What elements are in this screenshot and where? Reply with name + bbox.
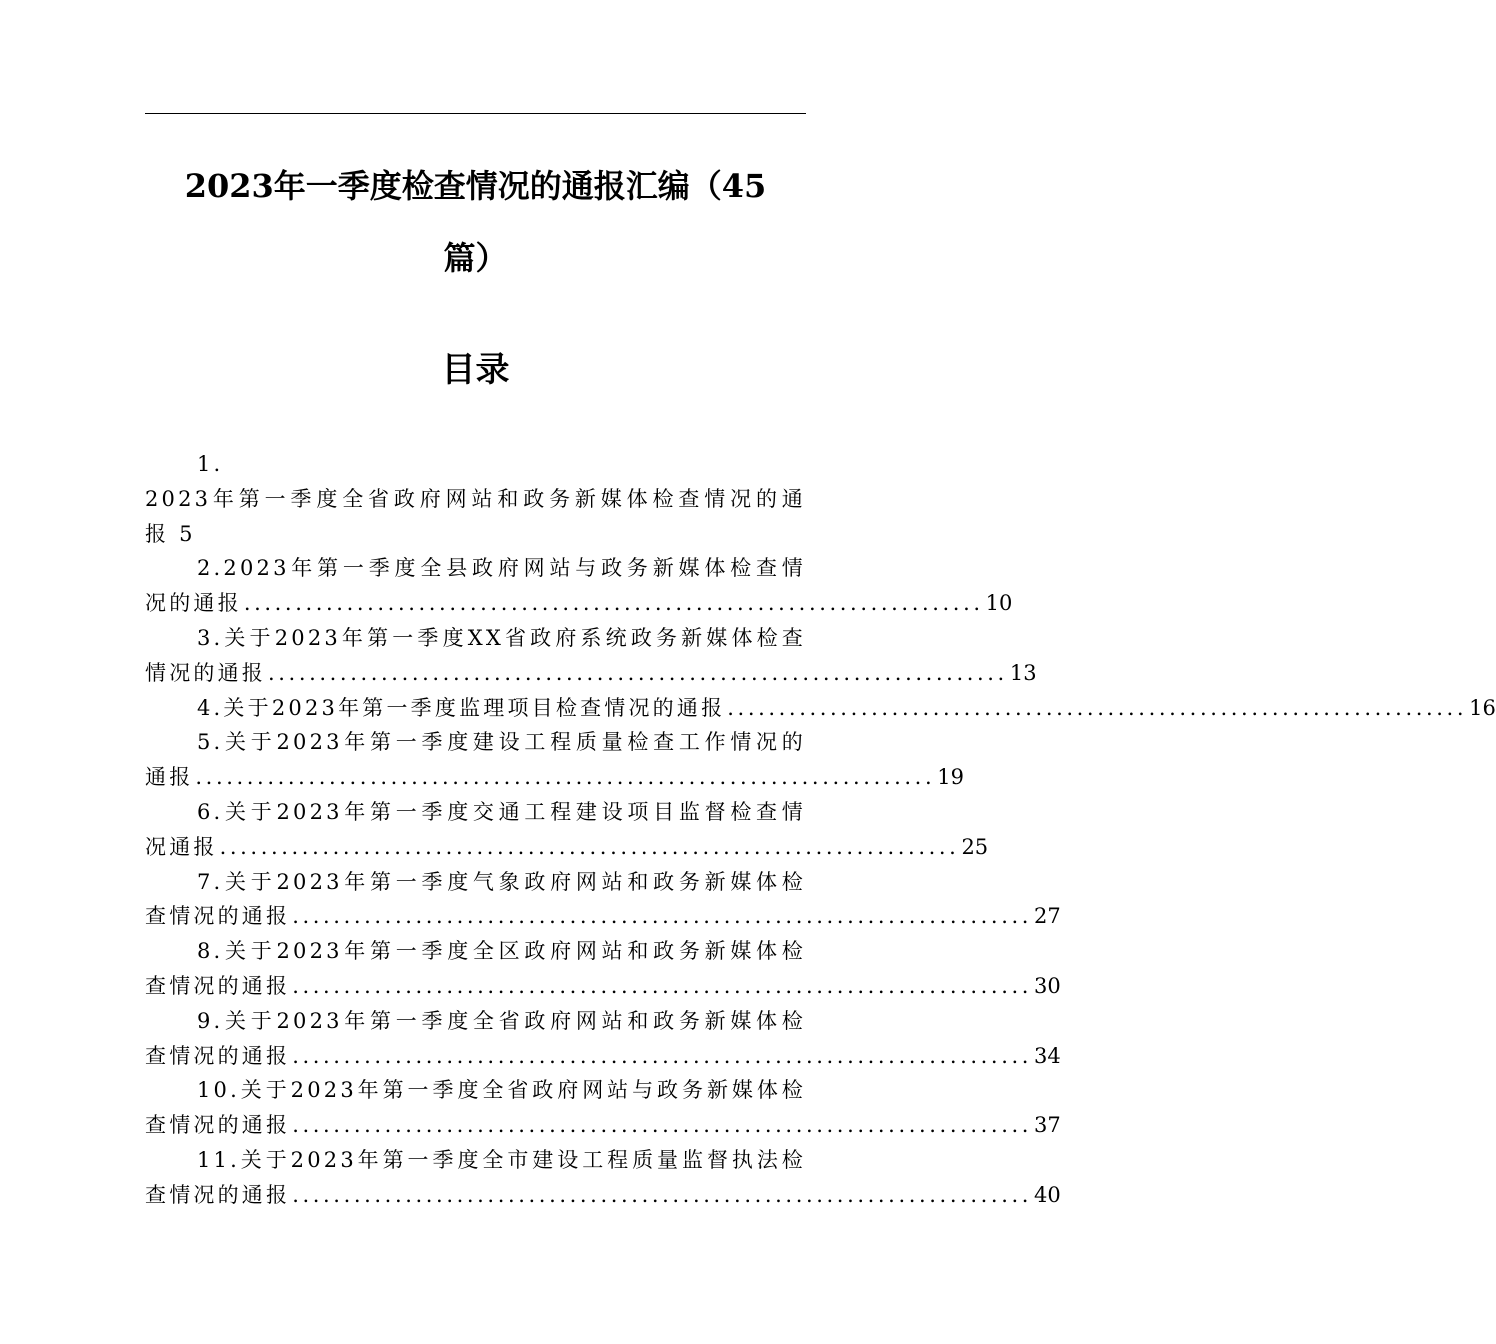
toc-entry-title: 3.关于2023年第一季度XX省政府系统政务新媒体检查 [197, 625, 806, 650]
toc-page-number: 27 [1034, 904, 1061, 929]
toc-entry-title: 8.关于2023年第一季度全区政府网站和政务新媒体检 [197, 939, 806, 964]
toc-entry-title: 10.关于2023年第一季度全省政府网站与政务新媒体检 [197, 1078, 806, 1103]
document-title-line-2: 篇） [443, 239, 508, 277]
toc-entry[interactable] [145, 1004, 1061, 1074]
toc-entry[interactable] [145, 1073, 1061, 1143]
toc-page-number: 13 [1009, 660, 1037, 685]
toc-entry[interactable] [145, 1143, 1061, 1213]
toc-page-number: 37 [1034, 1113, 1061, 1138]
document-title-line-1: 2023年一季度检查情况的通报汇编（45 [184, 167, 767, 205]
leader-dots: ........................................................................ [195, 765, 936, 790]
toc-entry-title-end: 查情况的通报 [145, 1043, 291, 1068]
toc-entry-title: 4.关于2023年第一季度监理项目检查情况的通报 [197, 695, 726, 720]
leader-dots: ........................................................................ [292, 1113, 1033, 1138]
toc-entry-title-end: 查情况的通报 [145, 1182, 291, 1207]
toc-entry-title-end: 查情况的通报 [145, 904, 291, 929]
toc-entry-title-end: 况的通报 [145, 591, 242, 616]
toc-entry[interactable] [145, 447, 806, 551]
document-title [145, 150, 806, 294]
toc-entry[interactable] [145, 795, 989, 865]
toc-entry[interactable] [145, 551, 1013, 621]
leader-dots: ........................................................................ [268, 660, 1008, 685]
toc-entry-title: 11.关于2023年第一季度全市建设工程质量监督执法检 [197, 1147, 806, 1172]
toc-entry-number: 1. [197, 452, 224, 476]
leader-dots: ........................................................................ [243, 591, 984, 616]
toc-entry-title: 9.关于2023年第一季度全省政府网站和政务新媒体检 [197, 1008, 806, 1033]
toc-entry[interactable] [145, 865, 1061, 935]
toc-page-number: 10 [985, 591, 1013, 616]
toc-page-number: 16 [1469, 695, 1496, 720]
toc-entry-title-end: 情况的通报 [145, 660, 266, 685]
toc-heading: 目录 [441, 350, 510, 390]
leader-dots: ........................................................................ [292, 1043, 1033, 1068]
toc-entry-title: 7.关于2023年第一季度气象政府网站和政务新媒体检 [197, 869, 806, 894]
toc-entry-title: 6.关于2023年第一季度交通工程建设项目监督检查情 [197, 799, 806, 824]
leader-dots: ........................................................................ [219, 834, 960, 859]
toc-entry-title: 2.2023年第一季度全县政府网站与政务新媒体检查情 [197, 556, 806, 581]
toc-page-number: 34 [1034, 1043, 1061, 1068]
toc-entry-title-end: 报 5 [145, 521, 196, 546]
leader-dots: ........................................................................ [292, 1182, 1033, 1207]
leader-dots: ........................................................................ [292, 904, 1033, 929]
toc-page-number: 19 [937, 765, 964, 790]
toc-entry-title-end: 查情况的通报 [145, 973, 291, 998]
leader-dots: ........................................................................ [292, 973, 1033, 998]
toc-entry-title: 2023年第一季度全省政府网站和政务新媒体检查情况的通 [145, 486, 806, 511]
table-of-contents [145, 447, 1496, 1213]
toc-page-number: 30 [1034, 973, 1061, 998]
toc-entry[interactable] [145, 725, 964, 795]
header-rule [145, 113, 806, 114]
toc-entry-title-end: 通报 [145, 765, 194, 790]
leader-dots: ........................................................................ [727, 695, 1468, 720]
toc-entry-title: 5.关于2023年第一季度建设工程质量检查工作情况的 [197, 730, 806, 755]
toc-page-number: 25 [961, 834, 989, 859]
toc-entry[interactable] [145, 691, 1496, 726]
toc-entry-title-end: 况通报 [145, 834, 218, 859]
toc-entry[interactable] [145, 934, 1061, 1004]
toc-page-number: 40 [1034, 1182, 1061, 1207]
toc-entry[interactable] [145, 621, 1037, 691]
toc-entry-title-end: 查情况的通报 [145, 1113, 291, 1138]
